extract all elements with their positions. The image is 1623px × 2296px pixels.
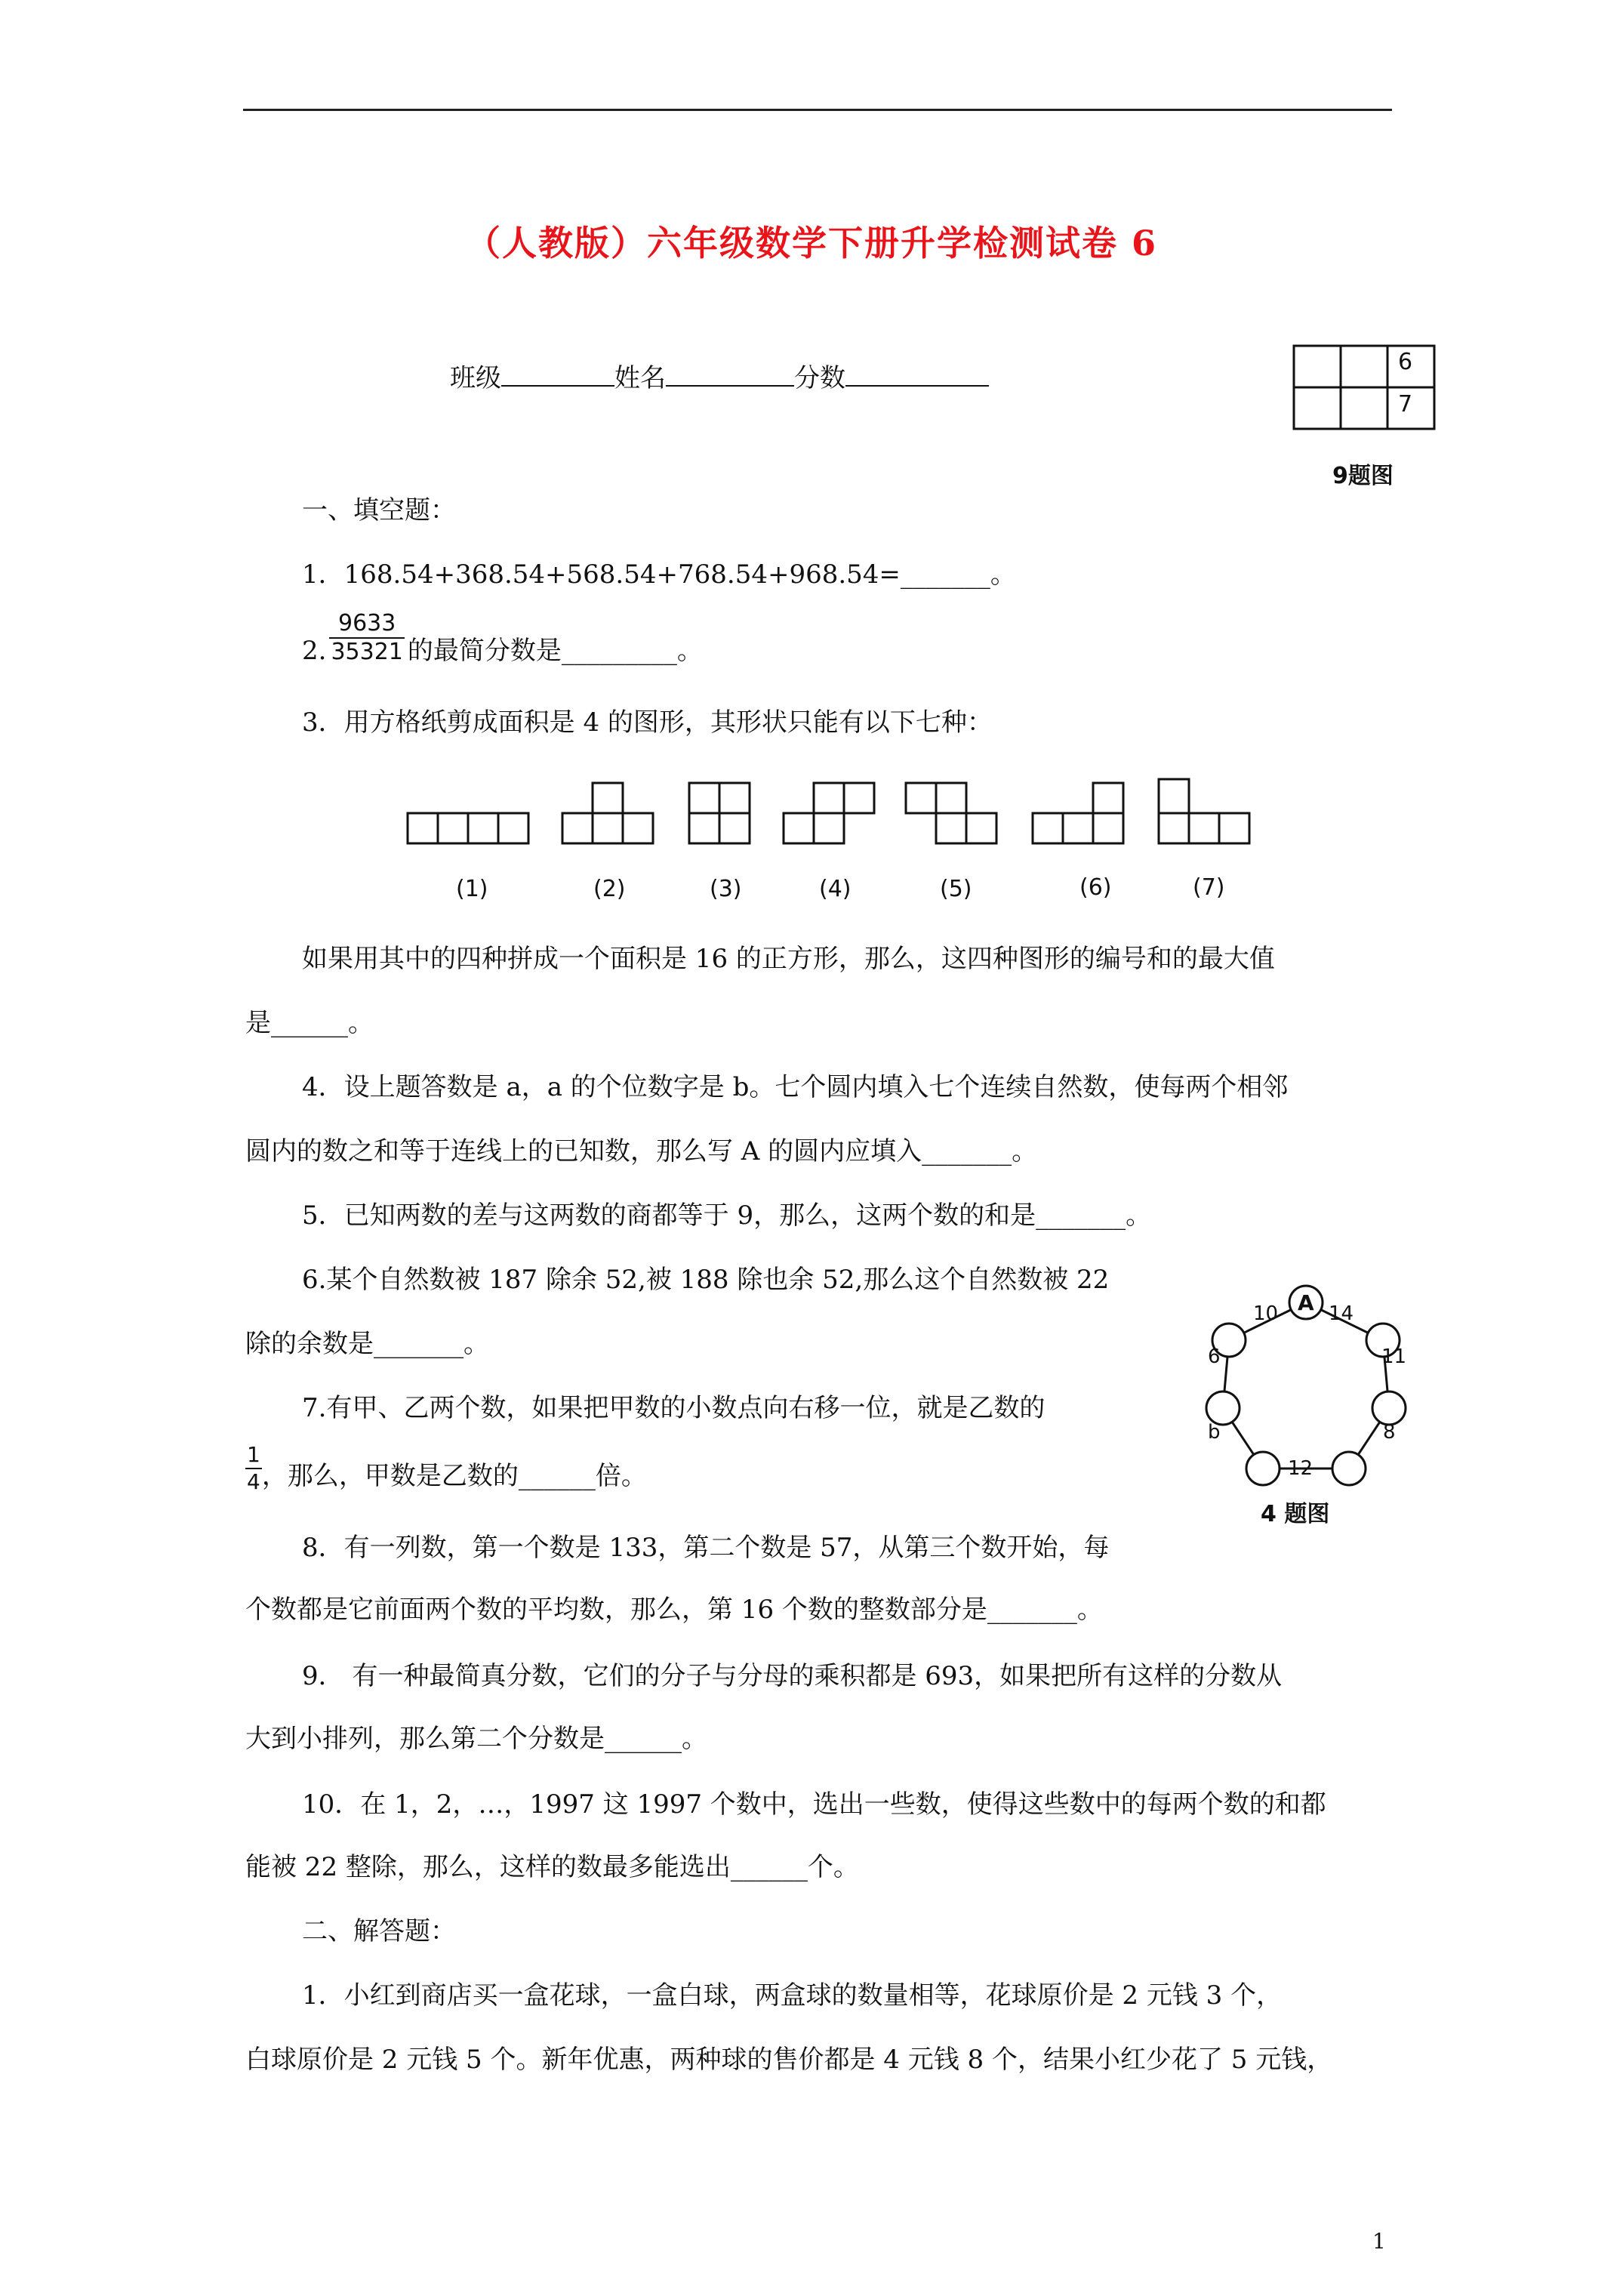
page-title: （人教版）六年级数学下册升学检测试卷 6 <box>465 223 1158 264</box>
question-8-line-2: 个数都是它前面两个数的平均数，那么，第 16 个数的整数部分是_______。 <box>245 1595 1103 1625</box>
shape-label-3: (3) <box>710 876 742 902</box>
shape-label-6: (6) <box>1079 874 1112 901</box>
class-blank <box>501 362 614 387</box>
shape-1-icon <box>408 813 528 843</box>
shape-label-2: (2) <box>593 876 626 902</box>
circle-right <box>1372 1391 1406 1425</box>
question-3: 3．用方格纸剪成面积是 4 的图形，其形状只能有以下七种： <box>302 707 993 738</box>
section-2-heading: 二、解答题： <box>302 1916 456 1946</box>
shape-6-icon <box>1033 783 1123 843</box>
question-7-line-2 <box>245 1442 647 1495</box>
question-3-continued-2: 是______。 <box>245 1008 374 1038</box>
circle-bottom-right <box>1332 1452 1366 1485</box>
fig9-caption: 9题图 <box>1332 463 1394 489</box>
fig4-label-A: A <box>1298 1290 1314 1315</box>
question-4-line-2: 圆内的数之和等于连线上的已知数，那么写 A 的圆内应填入_______。 <box>245 1136 1038 1166</box>
score-blank <box>845 362 989 387</box>
question-8-line-1: 8．有一列数，第一个数是 133，第二个数是 57，从第三个数开始，每 <box>302 1533 1110 1563</box>
question-9-line-1: 9． 有一种最简真分数，它们的分子与分母的乘积都是 693，如果把所有这样的分数从 <box>302 1661 1283 1691</box>
fig4-label-10: 10 <box>1253 1302 1279 1325</box>
class-label: 班级 <box>450 363 501 393</box>
shape-4-icon <box>784 783 874 843</box>
question-7-denominator: 4 <box>247 1469 260 1494</box>
circle-left <box>1206 1391 1240 1425</box>
question-9-line-2: 大到小排列，那么第二个分数是______。 <box>245 1724 707 1754</box>
fig9-cell-6: 6 <box>1398 349 1413 375</box>
circle-bottom-left <box>1246 1452 1280 1485</box>
page-number: 1 <box>1372 2229 1386 2254</box>
fig4-label-11: 11 <box>1381 1345 1407 1368</box>
question-10-line-2: 能被 22 整除，那么，这样的数最多能选出______个。 <box>245 1852 859 1882</box>
question-6-line-1: 6.某个自然数被 187 除余 52,被 188 除也余 52,那么这个自然数被 22 <box>302 1265 1110 1295</box>
question-2-prefix: 2. <box>302 636 327 666</box>
shape-5-icon <box>906 783 996 843</box>
question-7-fraction <box>245 1442 262 1495</box>
question-2 <box>302 610 703 666</box>
question-1: 1．168.54+368.54+568.54+768.54+968.54=_______。 <box>302 559 1016 590</box>
section-1-heading: 一、填空题： <box>302 495 456 525</box>
fig9-cell-7: 7 <box>1398 391 1413 418</box>
shape-label-5: (5) <box>940 876 972 902</box>
top-rule <box>243 109 1392 111</box>
shape-7-icon <box>1159 779 1249 843</box>
question-6-line-2: 除的余数是_______。 <box>245 1329 489 1359</box>
fig4-label-14: 14 <box>1329 1302 1354 1325</box>
fig4-label-b: b <box>1208 1421 1221 1444</box>
question-10-line-1: 10．在 1，2，…，1997 这 1997 个数中，选出一些数，使得这些数中的每两个数的和都 <box>302 1789 1326 1820</box>
question-5: 5．已知两数的差与这两数的商都等于 9，那么，这两个数的和是_______。 <box>302 1200 1152 1231</box>
question-2-suffix: 的最简分数是_________。 <box>407 636 703 666</box>
fig4-label-12: 12 <box>1288 1457 1313 1480</box>
fig4-caption: 4 题图 <box>1261 1501 1330 1527</box>
solve-question-1-line-1: 1．小红到商店买一盒花球，一盒白球，两盒球的数量相等，花球原价是 2 元钱 3 个， <box>302 1980 1283 2011</box>
shape-label-1: (1) <box>456 876 488 902</box>
question-7-line-1: 7.有甲、乙两个数，如果把甲数的小数点向右移一位，就是乙数的 <box>302 1393 1046 1423</box>
question-7-suffix: ，那么，甲数是乙数的______倍。 <box>261 1461 647 1491</box>
solve-question-1-line-2: 白球原价是 2 元钱 5 个。新年优惠，两种球的售价都是 4 元钱 8 个，结果小红少花了 5 元钱， <box>245 2045 1333 2075</box>
fig4-label-8: 8 <box>1383 1421 1396 1444</box>
question-3-continued-1: 如果用其中的四种拼成一个面积是 16 的正方形，那么，这四种图形的编号和的最大值 <box>302 944 1275 974</box>
shape-2-icon <box>562 783 653 843</box>
question-4-line-1: 4．设上题答数是 a，a 的个位数字是 b。七个圆内填入七个连续自然数，使每两个相邻 <box>302 1072 1289 1102</box>
question-2-fraction <box>329 610 404 666</box>
student-info-line <box>450 362 989 393</box>
fig9-grid <box>1292 344 1436 438</box>
name-label: 姓名 <box>614 363 666 393</box>
question-2-numerator: 9633 <box>329 610 404 639</box>
shape-label-7: (7) <box>1193 874 1225 901</box>
name-blank <box>666 362 794 387</box>
tetromino-shapes <box>400 770 1261 876</box>
fig4-label-6: 6 <box>1208 1345 1221 1368</box>
shape-3-icon <box>689 783 750 843</box>
question-7-numerator: 1 <box>245 1442 262 1469</box>
question-2-denominator: 35321 <box>331 639 403 665</box>
shape-label-4: (4) <box>819 876 852 902</box>
score-label: 分数 <box>794 363 845 393</box>
